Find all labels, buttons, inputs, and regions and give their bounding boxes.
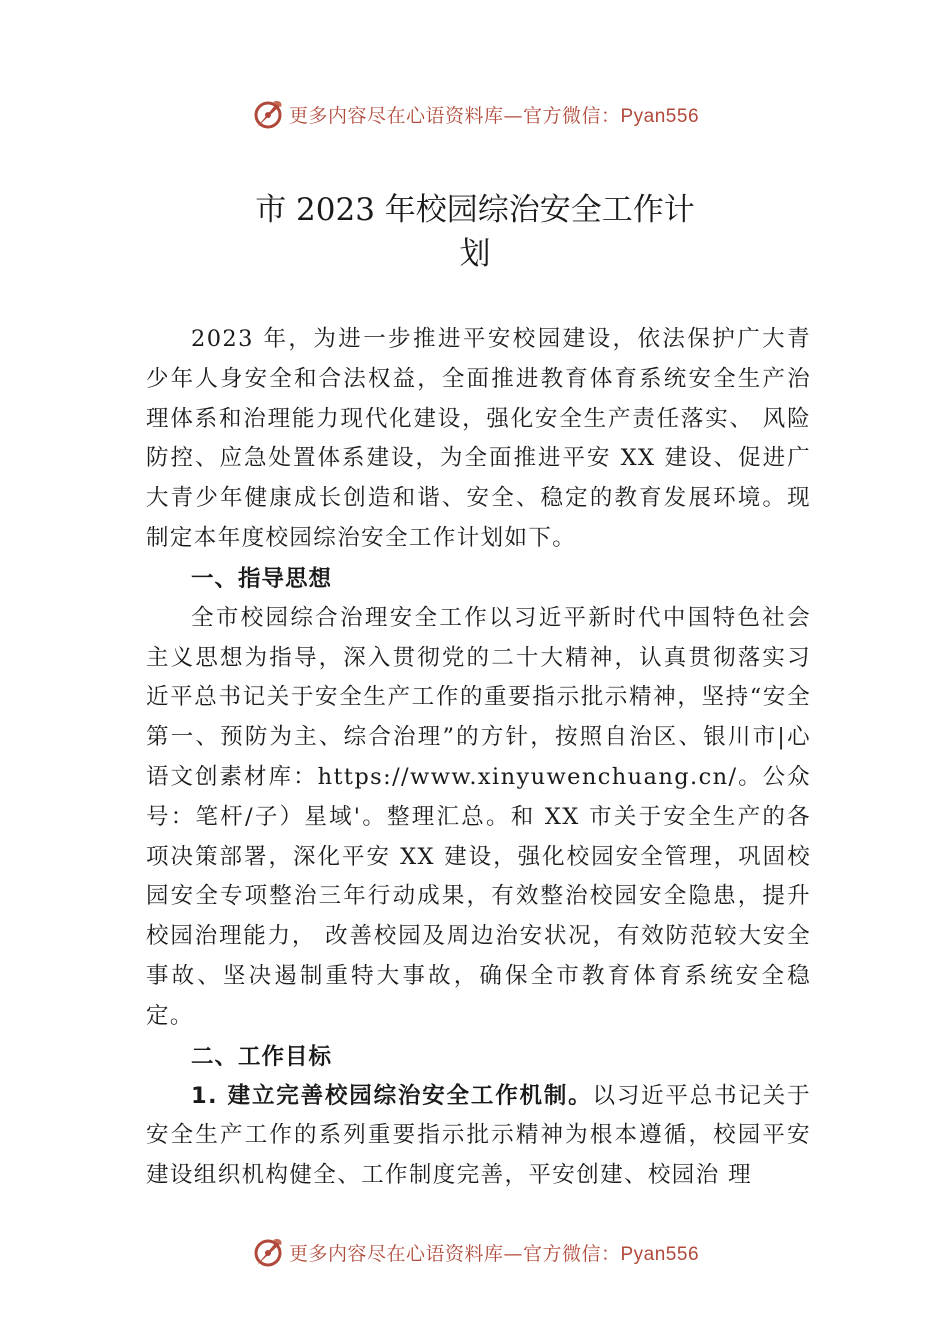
footer-promo-text: 更多内容尽在心语资料库—官方微信：Pyan556 [288,1242,700,1265]
intro-paragraph: 2023 年，为进一步推进平安校园建设，依法保护广大青少年人身安全和合法权益，全面推进教育体育系统安全生产治理体系和治理能力现代化建设，强化安全生产责任落实、 风险防控、应急处置体系建设，为全面推进平安 XX 建设、促进广大青少年健康成长创造和谐、安全、稳定的教育发展环境。现制定本年度校园综治安全工作计划如下。 [146,326,811,551]
document-body [146,320,811,1196]
header-promo-text: 更多内容尽在心语资料库—官方微信：Pyan556 [288,104,700,127]
item1-text: 以习近平总书记关于安全生产工作的系列重要指示批示精神为根本遵循，校园平安建设组织机构健全、工作制度完善，平安创建、校园治 理 [146,1082,811,1189]
header-account: Pyan556 [620,105,700,127]
footer-banner [0,1232,950,1272]
footer-account: Pyan556 [620,1243,700,1265]
section1-paragraph: 全市校园综合治理安全工作以习近平新时代中国特色社会主义思想为指导，深入贯彻党的二十大精神，认真贯彻落实习近平总书记关于安全生产工作的重要指示批示精神，坚持“安全第一、预防为主、综合治理”的方针，按照自治区、银川市|心语文创素材库：https://www.xinyuwenchuang.cn/。公众号：笔杆/子）星域'。整理汇总。和 XX 市关于安全生产的各项决策部署，深化平安 XX 建设，强化校园安全管理，巩固校园安全专项整治三年行动成果，有效整治校园安全隐患，提升校园治理能力， 改善校园及周边治安状况，有效防范较大安全事故、坚决遏制重特大事故，确保全市教育体育系统安全稳定。 [146,604,811,1029]
title-line-2: 划 [459,236,491,272]
section2-heading: 二、工作目标 [191,1043,333,1070]
item1-paragraph [146,1077,811,1196]
quill-logo-icon [251,97,285,131]
item1-lead: 1. 建立完善校园综治安全工作机制。 [191,1082,593,1109]
title-line-1: 市 2023 年校园综治安全工作计 [255,192,695,228]
quill-logo-icon [251,1235,285,1269]
page-title [0,188,950,276]
section1-heading: 一、指导思想 [191,565,333,592]
header-banner [0,94,950,134]
